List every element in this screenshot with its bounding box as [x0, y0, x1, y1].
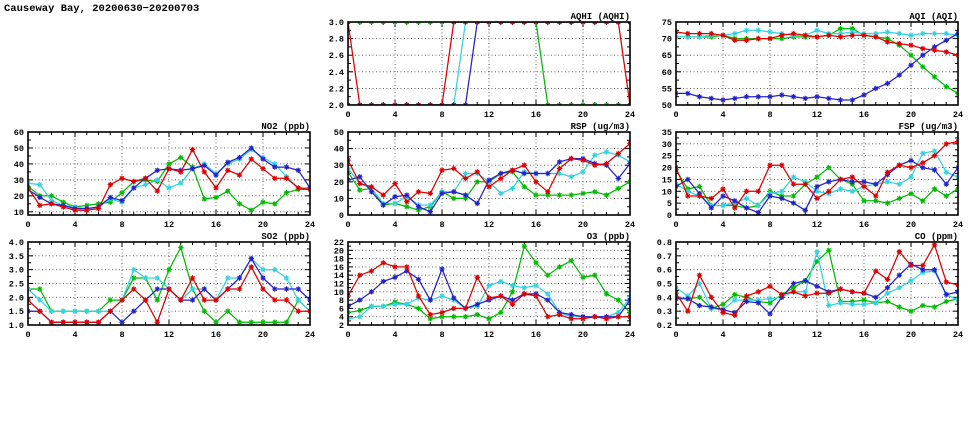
- svg-text:0: 0: [345, 220, 351, 230]
- svg-text:16: 16: [210, 330, 222, 340]
- svg-text:24: 24: [952, 330, 964, 340]
- svg-text:40: 40: [13, 159, 24, 170]
- svg-text:0.6: 0.6: [656, 265, 672, 276]
- svg-text:15: 15: [661, 175, 672, 186]
- svg-text:75: 75: [661, 18, 672, 28]
- svg-text:0: 0: [666, 211, 672, 221]
- svg-text:0: 0: [25, 220, 31, 230]
- svg-text:16: 16: [210, 220, 222, 230]
- chart-title-aqhi: AQHI (AQHI): [570, 12, 630, 22]
- svg-text:35: 35: [661, 128, 672, 138]
- svg-text:55: 55: [661, 84, 672, 95]
- svg-text:0.4: 0.4: [656, 293, 672, 304]
- svg-text:20: 20: [661, 163, 672, 174]
- svg-text:3.5: 3.5: [8, 251, 24, 262]
- chart-so2: [0, 220, 319, 350]
- svg-text:8: 8: [338, 296, 344, 307]
- svg-text:2: 2: [338, 321, 344, 331]
- svg-text:12: 12: [483, 220, 495, 230]
- svg-text:50: 50: [13, 143, 24, 154]
- svg-text:22: 22: [333, 238, 344, 248]
- svg-text:30: 30: [13, 175, 24, 186]
- svg-text:24: 24: [624, 220, 636, 230]
- svg-text:24: 24: [304, 330, 316, 340]
- svg-text:20: 20: [577, 220, 589, 230]
- svg-text:4: 4: [338, 312, 344, 323]
- svg-text:16: 16: [530, 110, 542, 120]
- svg-text:70: 70: [661, 34, 672, 45]
- gridlines: [348, 22, 630, 105]
- svg-text:24: 24: [952, 110, 964, 120]
- svg-text:0.7: 0.7: [656, 251, 672, 262]
- gridlines: [28, 242, 310, 325]
- svg-text:20: 20: [905, 220, 917, 230]
- svg-text:4: 4: [392, 110, 398, 120]
- svg-text:4: 4: [392, 330, 398, 340]
- svg-text:8: 8: [439, 110, 445, 120]
- svg-text:16: 16: [530, 330, 542, 340]
- svg-text:20: 20: [333, 177, 344, 188]
- chart-title-rsp: RSP (ug/m3): [570, 122, 630, 132]
- svg-text:60: 60: [661, 67, 672, 78]
- svg-text:2.0: 2.0: [328, 101, 344, 111]
- svg-text:10: 10: [333, 287, 344, 298]
- svg-text:0.5: 0.5: [656, 279, 672, 290]
- svg-text:0: 0: [673, 110, 679, 120]
- svg-text:12: 12: [163, 220, 175, 230]
- svg-text:12: 12: [483, 110, 495, 120]
- svg-text:50: 50: [661, 101, 672, 111]
- chart-title-so2: SO2 (ppb): [261, 232, 310, 242]
- svg-text:12: 12: [811, 330, 823, 340]
- page-title: Causeway Bay, 20200630−20200703: [4, 3, 200, 15]
- svg-text:20: 20: [13, 191, 24, 202]
- svg-text:10: 10: [661, 187, 672, 198]
- svg-text:50: 50: [333, 128, 344, 138]
- series-blue: [673, 31, 960, 103]
- series-red: [345, 141, 632, 205]
- svg-text:20: 20: [905, 330, 917, 340]
- svg-text:14: 14: [333, 271, 344, 282]
- chart-title-no2: NO2 (ppb): [261, 122, 310, 132]
- svg-text:20: 20: [257, 330, 269, 340]
- svg-text:24: 24: [304, 220, 316, 230]
- svg-text:24: 24: [624, 330, 636, 340]
- svg-text:0: 0: [673, 330, 679, 340]
- chart-co: [648, 220, 967, 350]
- svg-text:16: 16: [530, 220, 542, 230]
- svg-text:2.5: 2.5: [8, 279, 24, 290]
- svg-text:5: 5: [666, 199, 672, 210]
- svg-text:2.0: 2.0: [8, 293, 24, 304]
- svg-text:8: 8: [767, 220, 773, 230]
- svg-text:4.0: 4.0: [8, 238, 24, 248]
- chart-o3: [320, 220, 639, 350]
- svg-text:12: 12: [333, 279, 344, 290]
- svg-text:10: 10: [13, 207, 24, 218]
- svg-text:65: 65: [661, 51, 672, 62]
- chart-title-co: CO (ppm): [914, 232, 958, 242]
- svg-text:20: 20: [905, 110, 917, 120]
- svg-text:16: 16: [858, 220, 870, 230]
- svg-text:12: 12: [483, 330, 495, 340]
- svg-text:2.6: 2.6: [328, 51, 344, 62]
- svg-text:60: 60: [13, 128, 24, 138]
- svg-text:4: 4: [720, 330, 726, 340]
- svg-text:0.8: 0.8: [656, 238, 672, 248]
- svg-text:6: 6: [338, 304, 344, 315]
- svg-text:0.3: 0.3: [656, 307, 672, 318]
- svg-text:25: 25: [661, 151, 672, 162]
- svg-text:0: 0: [345, 330, 351, 340]
- series-green: [345, 244, 632, 322]
- svg-text:2.4: 2.4: [328, 67, 344, 78]
- svg-text:4: 4: [72, 220, 78, 230]
- series-layer: [345, 244, 632, 322]
- svg-text:24: 24: [952, 220, 964, 230]
- svg-text:4: 4: [720, 110, 726, 120]
- svg-text:20: 20: [333, 246, 344, 257]
- svg-text:30: 30: [333, 161, 344, 172]
- svg-text:30: 30: [661, 139, 672, 150]
- svg-text:3.0: 3.0: [8, 265, 24, 276]
- svg-text:0.2: 0.2: [656, 321, 672, 331]
- svg-text:16: 16: [858, 110, 870, 120]
- svg-text:10: 10: [333, 194, 344, 205]
- svg-text:8: 8: [439, 220, 445, 230]
- svg-text:8: 8: [439, 330, 445, 340]
- svg-text:8: 8: [119, 220, 125, 230]
- svg-text:8: 8: [767, 110, 773, 120]
- chart-title-aqi: AQI (AQI): [909, 12, 958, 22]
- gridlines: [676, 132, 958, 215]
- svg-text:4: 4: [392, 220, 398, 230]
- svg-text:8: 8: [767, 330, 773, 340]
- series-layer: [345, 141, 632, 215]
- svg-text:4: 4: [72, 330, 78, 340]
- svg-text:0: 0: [25, 330, 31, 340]
- svg-text:16: 16: [333, 262, 344, 273]
- svg-text:20: 20: [257, 220, 269, 230]
- svg-text:12: 12: [811, 110, 823, 120]
- svg-text:12: 12: [163, 330, 175, 340]
- svg-text:0: 0: [345, 110, 351, 120]
- svg-text:8: 8: [119, 330, 125, 340]
- svg-text:16: 16: [858, 330, 870, 340]
- svg-text:40: 40: [333, 144, 344, 155]
- svg-text:1.5: 1.5: [8, 307, 24, 318]
- gridlines: [348, 132, 630, 215]
- svg-text:0: 0: [338, 211, 344, 221]
- svg-text:24: 24: [624, 110, 636, 120]
- svg-text:2.2: 2.2: [328, 84, 344, 95]
- svg-text:1.0: 1.0: [8, 321, 24, 331]
- series-blue: [673, 158, 960, 216]
- svg-text:12: 12: [811, 220, 823, 230]
- svg-text:4: 4: [720, 220, 726, 230]
- svg-text:2.8: 2.8: [328, 34, 344, 45]
- svg-text:20: 20: [577, 110, 589, 120]
- svg-text:3.0: 3.0: [328, 18, 344, 28]
- chart-title-o3: O3 (ppb): [586, 232, 630, 242]
- svg-text:20: 20: [577, 330, 589, 340]
- svg-text:18: 18: [333, 254, 344, 265]
- series-layer: [673, 242, 960, 318]
- svg-text:0: 0: [673, 220, 679, 230]
- chart-title-fsp: FSP (ug/m3): [898, 122, 958, 132]
